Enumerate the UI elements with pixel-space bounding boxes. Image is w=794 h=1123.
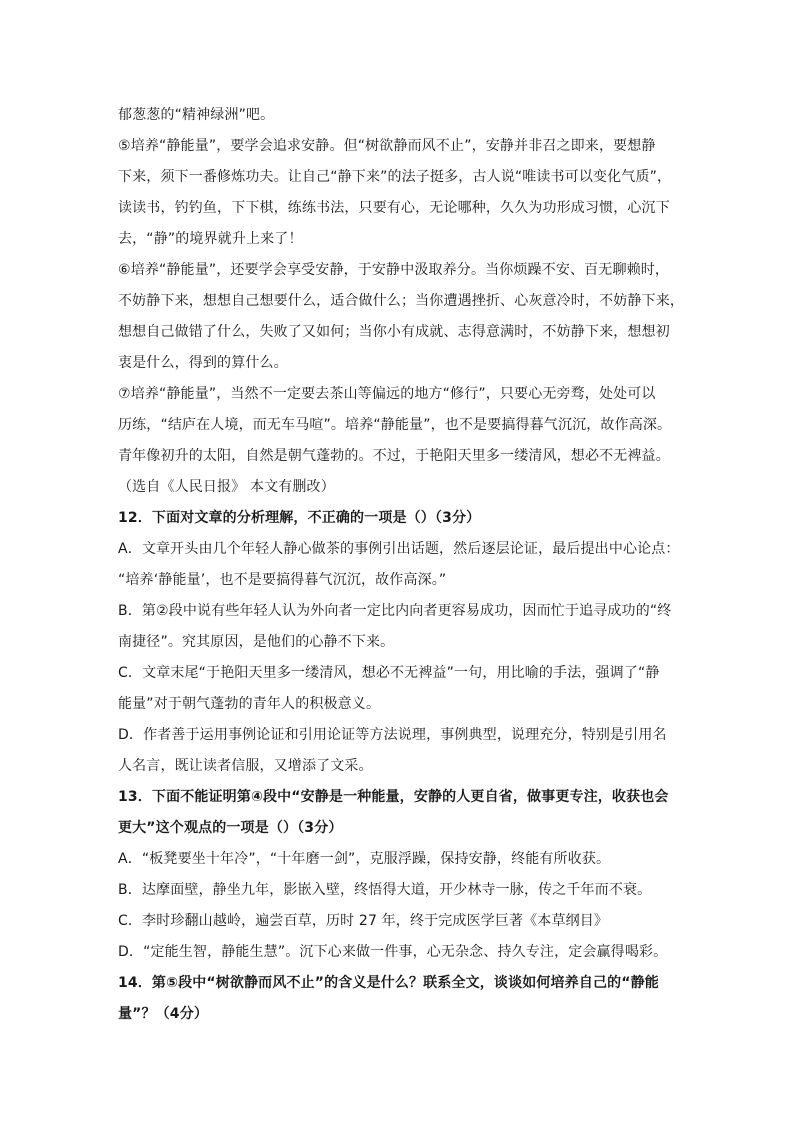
question-line: 12．下面对文章的分析理解，不正确的一项是（）（3分） <box>118 510 481 526</box>
text-line: B．达摩面壁，静坐九年，影嵌入壁，终悟得大道，开少林寺一脉，传之千年而不衰。 <box>118 882 652 898</box>
text-line: 能量”对于朝气蓬勃的青年人的积极意义。 <box>118 696 381 712</box>
text-line: “培养‘静能量’，也不是要搞得暮气沉沉，故作高深。” <box>118 572 447 588</box>
text-line: 读读书，钓钓鱼，下下棋，练练书法，只要有心，无论哪种，久久为功形成习惯，心沉下 <box>118 200 670 216</box>
text-line: ⑦培养“静能量”，当然不一定要去茶山等偏远的地方“修行”，只要心无旁骛，处处可以 <box>118 386 656 402</box>
text-line: 想想自己做错了什么，失败了又如何；当你小有成就、志得意满时，不妨静下来，想想初 <box>118 324 670 340</box>
text-line: C．文章末尾“于艳阳天里多一缕清风，想必不无裨益”一句，用比喻的手法，强调了“静 <box>118 665 660 681</box>
text-line: 下来，须下一番修炼功夫。让自己“静下来”的法子挺多，古人说“唯读书可以变化气质”， <box>118 169 672 185</box>
question-line: 更大”这个观点的一项是（）（3分） <box>118 820 343 836</box>
text-line: A．文章开头由几个年轻人静心做茶的事例引出话题，然后逐层论证，最后提出中心论点： <box>118 541 680 557</box>
text-line: A．“板凳要坐十年冷”，“十年磨一剑”，克服浮躁，保持安静，终能有所收获。 <box>118 851 611 867</box>
text-line: D．作者善于运用事例论证和引用论证等方法说理，事例典型，说理充分，特别是引用名 <box>118 727 667 743</box>
text-line: ⑤培养“静能量”，要学会追求安静。但“树欲静而风不止”，安静并非召之即来，要想静 <box>118 138 656 154</box>
text-line: ⑥培养“静能量”，还要学会享受安静，于安静中汲取养分。当你烦躁不安、百无聊赖时， <box>118 262 670 278</box>
text-line: D．“定能生智，静能生慧”。沉下心来做一件事，心无杂念、持久专注，定会赢得喝彩。 <box>118 944 668 960</box>
text-line: 不妨静下来，想想自己想要什么，适合做什么；当你遭遇挫折、心灰意冷时，不妨静下来， <box>118 293 684 309</box>
question-line: 13．下面不能证明第④段中“安静是一种能量，安静的人更自省，做事更专注，收获也会 <box>118 789 669 805</box>
question-line: 量”？（4分） <box>118 1006 208 1022</box>
text-line: 郁葱葱的“精神绿洲”吧。 <box>118 107 275 123</box>
text-line: 人名言，既让读者信服，又增添了文采。 <box>118 758 373 774</box>
text-line: 南捷径”。究其原因，是他们的心静不下来。 <box>118 634 395 650</box>
text-line: 历练，“结庐在人境，而无车马喧”。培养“静能量”，也不是要搞得暮气沉沉，故作高深。 <box>118 417 672 433</box>
document-body <box>118 100 684 1030</box>
text-line: B．第②段中说有些年轻人认为外向者一定比内向者更容易成功，因而忙于追寻成功的“终 <box>118 603 672 619</box>
text-line: 衷是什么，得到的算什么。 <box>118 355 288 371</box>
text-line: C．李时珍翻山越岭，遍尝百草，历时 27 年，终于完成医学巨著《本草纲目》 <box>118 913 609 929</box>
text-line: （选自《人民日报》 本文有删改） <box>118 479 335 495</box>
text-line: 青年像初升的太阳，自然是朝气蓬勃的。不过，于艳阳天里多一缕清风，想必不无裨益。 <box>118 448 670 464</box>
question-line: 14．第⑤段中“树欲静而风不止”的含义是什么？联系全文，谈谈如何培养自己的“静能 <box>118 975 659 991</box>
text-line: 去，“静”的境界就升上来了！ <box>118 231 303 247</box>
